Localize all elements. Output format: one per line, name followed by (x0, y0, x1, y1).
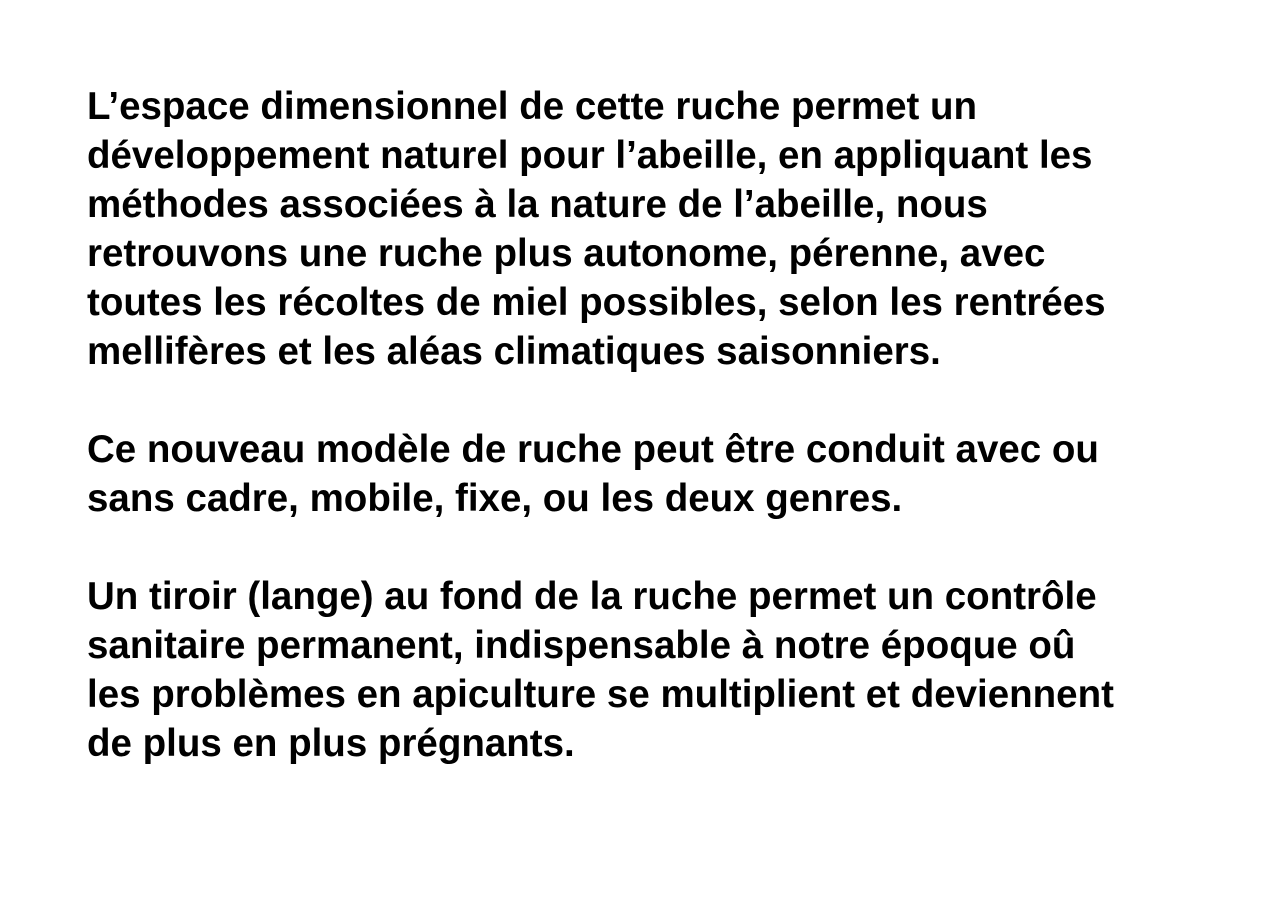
document-body (87, 82, 1227, 817)
text-line: méthodes associées à la nature de l’abeille, nous (87, 183, 988, 226)
text-line: L’espace dimensionnel de cette ruche permet un (87, 85, 978, 128)
text-line: sanitaire permanent, indispensable à notre époque oû (87, 624, 1076, 667)
text-line: toutes les récoltes de miel possibles, selon les rentrées (87, 281, 1106, 324)
text-line: Un tiroir (lange) au fond de la ruche permet un contrôle (87, 575, 1097, 618)
paragraph-ruche-space (87, 82, 1227, 376)
text-line: les problèmes en apiculture se multiplient et deviennent (87, 673, 1114, 716)
text-line: de plus en plus prégnants. (87, 722, 575, 765)
text-line: retrouvons une ruche plus autonome, pérenne, avec (87, 232, 1046, 275)
text-line: sans cadre, mobile, fixe, ou les deux genres. (87, 477, 903, 520)
text-line: développement naturel pour l’abeille, en appliquant les (87, 134, 1093, 177)
paragraph-new-model (87, 425, 1227, 523)
text-line: Ce nouveau modèle de ruche peut être conduit avec ou (87, 428, 1099, 471)
text-line: mellifères et les aléas climatiques saisonniers. (87, 330, 941, 373)
paragraph-drawer (87, 572, 1227, 768)
